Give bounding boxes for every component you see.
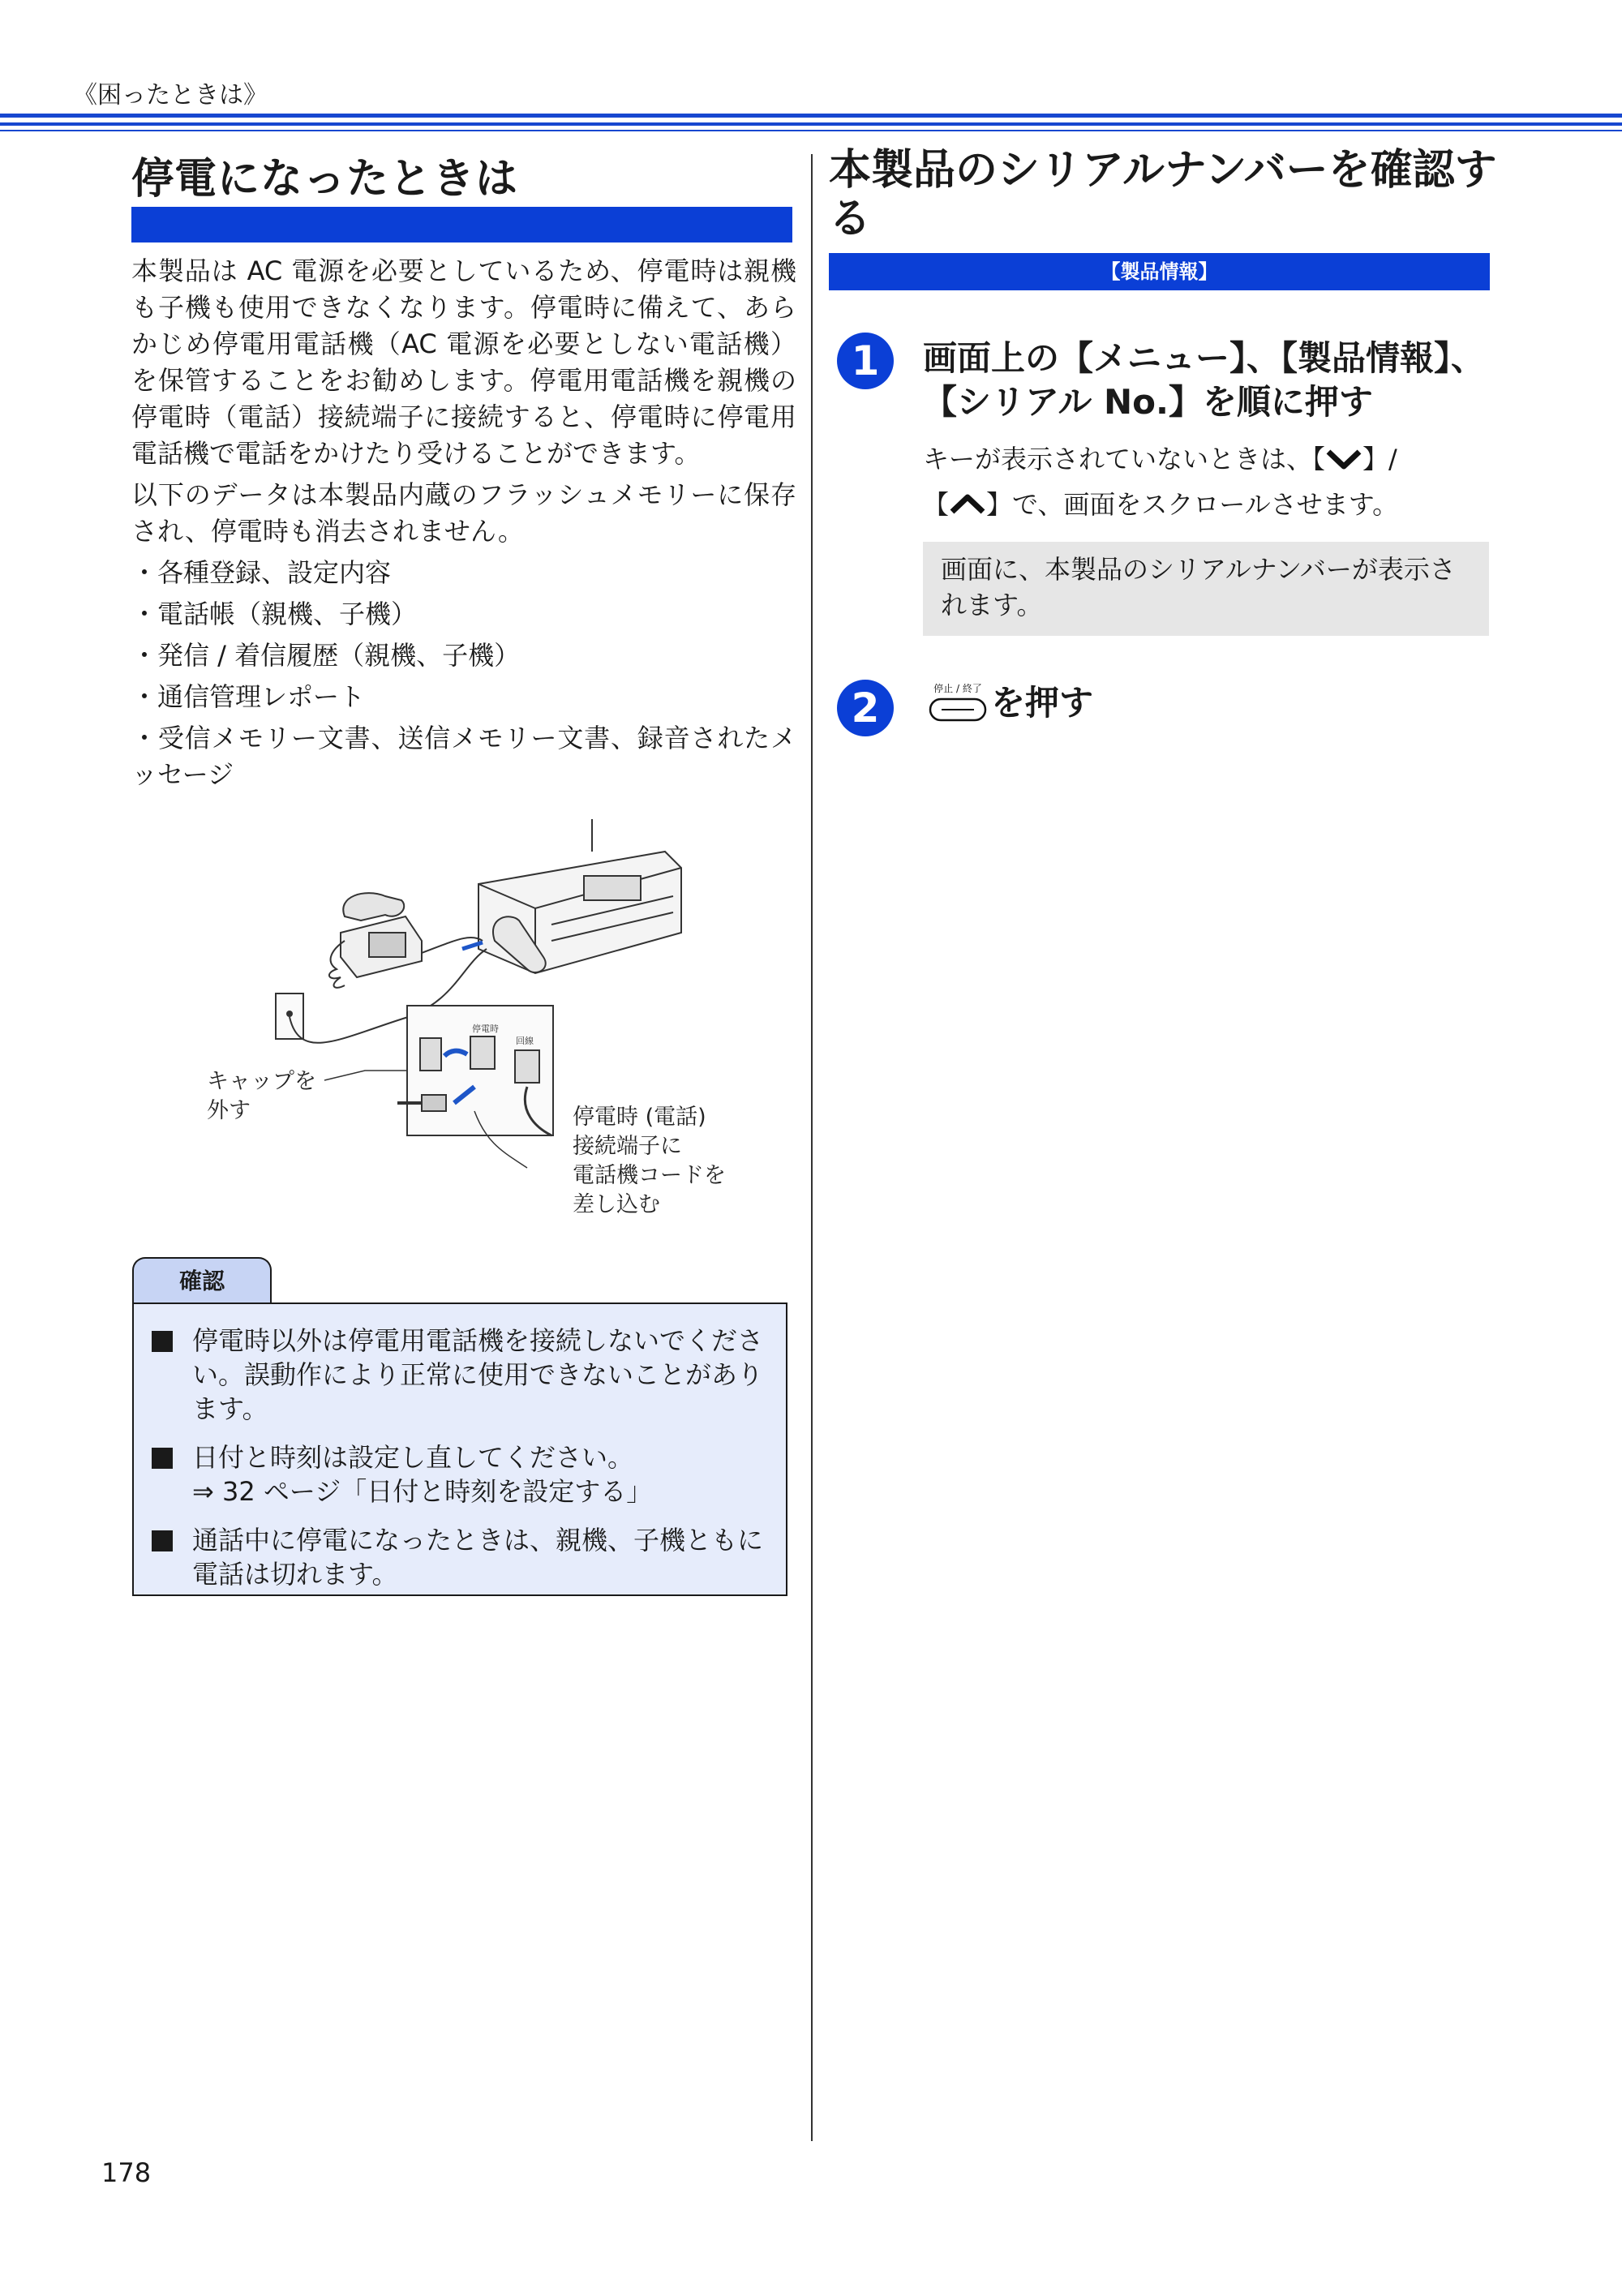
chevron-up-icon	[949, 492, 986, 517]
header-rule	[0, 122, 1622, 126]
desc-text: 】/	[1362, 444, 1397, 474]
square-bullet-icon	[152, 1530, 173, 1551]
section-header: 《困ったときは》	[73, 81, 268, 109]
figure-label-cap-line: 外す	[207, 1098, 251, 1123]
step-1-desc-line	[923, 482, 1515, 527]
note-item	[152, 1324, 768, 1426]
bullet-item: ・各種登録、設定内容	[131, 557, 392, 588]
stop-key-label: 停止 / 終了	[933, 683, 982, 694]
left-body-text	[131, 253, 796, 798]
step-2-title: を押す	[991, 683, 1094, 723]
note-item-text: 停電時以外は停電用電話機を接続しないでください。誤動作により正常に使用できないことがあります。	[192, 1325, 764, 1424]
desc-text: 【	[923, 489, 950, 520]
intro-paragraph: 本製品は AC 電源を必要としているため、停電時は親機も子機も使用できなくなります。停電時に備えて、あらかじめ停電用電話機（AC 電源を必要としない電話機）を保管することをお勧めします。停電用電話機を親機の停電時（電話）接続端子に接続すると、停電時に停電用電話機で電話をかけたり受けることができます。	[131, 255, 796, 469]
desc-text: 】で、画面をスクロールさせます。	[986, 489, 1399, 520]
step-1-result-box: 画面に、本製品のシリアルナンバーが表示されます。	[923, 542, 1489, 636]
stop-exit-key-icon	[927, 681, 989, 725]
header-rule	[0, 130, 1622, 131]
bullet-item: ・電話帳（親機、子機）	[131, 599, 418, 629]
page-number: 178	[101, 2157, 152, 2188]
figure-label-port-line: 電話機コードを	[573, 1163, 726, 1188]
desc-text: キーが表示されていないときは、【	[923, 444, 1326, 474]
note-item	[152, 1440, 768, 1508]
bullet-item: ・発信 / 着信履歴（親機、子機）	[131, 640, 521, 671]
step-1-title	[923, 337, 1523, 424]
header-rule	[0, 114, 1622, 118]
port-label-b: 回線	[516, 1036, 534, 1046]
step-1-title-line: 画面上の【メニュー】、【製品情報】、	[923, 338, 1486, 378]
figure-label-cap	[207, 1067, 316, 1126]
step-1-title-line: 【シリアル No.】を順に押す	[923, 382, 1373, 422]
note-item-text: 通話中に停電になったときは、親機、子機ともに電話は切れます。	[192, 1525, 764, 1590]
chevron-down-icon	[1325, 447, 1362, 471]
stop-key-glyph	[927, 681, 989, 725]
memory-paragraph: 以下のデータは本製品内蔵のフラッシュメモリーに保存され、停電時も消去されません。	[131, 479, 796, 547]
port-label-a: 停電時	[472, 1024, 499, 1034]
bullet-item: ・受信メモリー文書、送信メモリー文書、録音されたメッセージ	[131, 723, 796, 790]
figure-label-cap-line: キャップを	[207, 1069, 316, 1094]
left-title-bar	[131, 207, 792, 242]
square-bullet-icon	[152, 1331, 173, 1352]
bullet-item: ・通信管理レポート	[131, 681, 366, 712]
step-2-badge: 2	[837, 680, 894, 736]
step-1-desc-line	[923, 436, 1515, 482]
note-box	[132, 1302, 787, 1596]
product-info-bar: 【製品情報】	[829, 253, 1490, 290]
note-item-reference: ⇒ 32 ページ「日付と時刻を設定する」	[192, 1476, 653, 1507]
step-1-badge: 1	[837, 333, 894, 389]
figure-label-port	[573, 1103, 726, 1220]
column-divider	[811, 154, 813, 2141]
figure-label-port-line: 接続端子に	[573, 1134, 682, 1159]
figure-label-port-line: 差し込む	[573, 1192, 660, 1217]
left-section-title: 停電になったときは	[131, 155, 519, 204]
figure-label-port-line: 停電時 (電話)	[573, 1105, 706, 1130]
square-bullet-icon	[152, 1448, 173, 1469]
note-item	[152, 1523, 768, 1591]
right-section-title: 本製品のシリアルナンバーを確認する	[829, 146, 1497, 243]
note-item-text: 日付と時刻は設定し直してください。	[192, 1442, 634, 1473]
note-tab: 確認	[132, 1257, 272, 1304]
step-1-description	[923, 436, 1515, 527]
